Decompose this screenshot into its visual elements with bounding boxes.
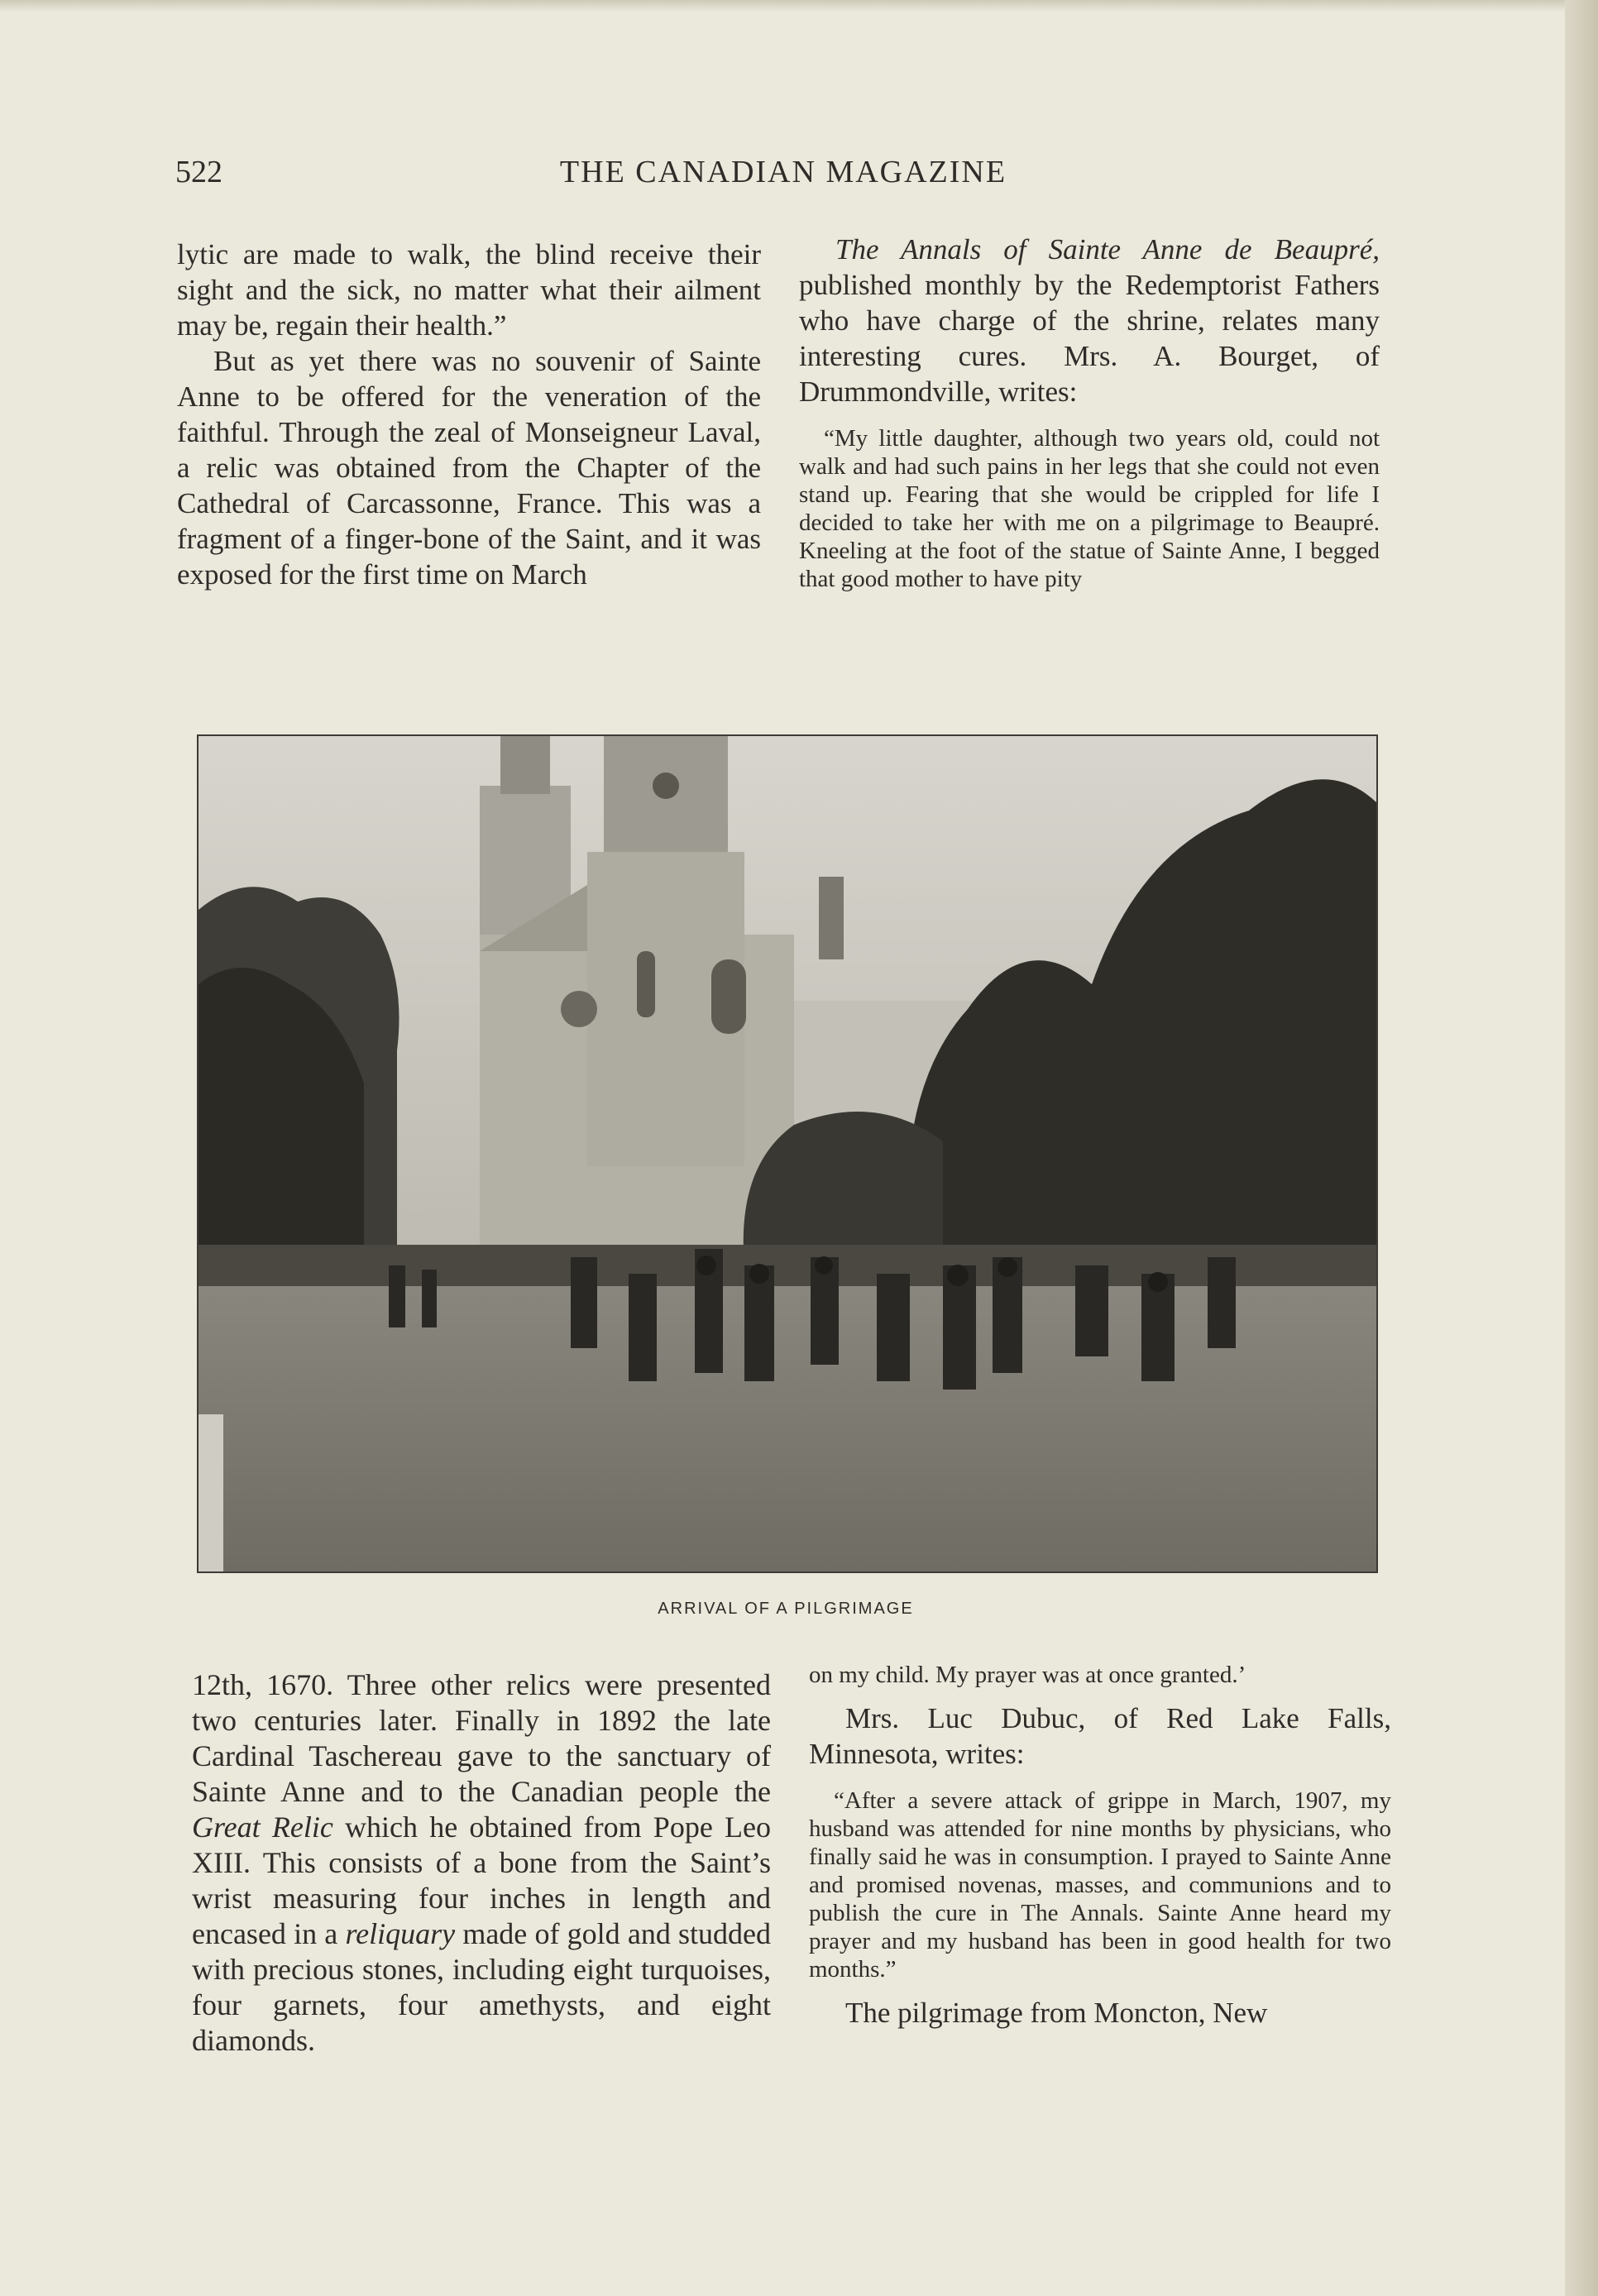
paragraph	[192, 1667, 771, 2059]
paragraph-text: published monthly by the Redemptorist Fathers who have charge of the shrine, relates many interesting cures. Mrs. A. Bourget, of Drummondville, writes:	[799, 269, 1380, 408]
page-header	[175, 154, 1391, 203]
paragraph	[799, 232, 1380, 409]
paragraph: But as yet there was no souvenir of Sainte Anne to be offered for the veneration of the faithful. Through the zeal of Monseigneur Laval, a relic was obtained from the Chapter of the Cathedral of Carcassonne, France. This was a fragment of a finger-bone of the Saint, and it was exposed for the first time on March	[177, 345, 761, 591]
italic-term: Great Relic	[192, 1810, 333, 1844]
column-top-left	[177, 237, 761, 592]
page-number: 522	[175, 155, 222, 189]
paragraph-text: 12th, 1670. Three other relics were presented two centuries later. Finally in 1892 the late Cardinal Taschereau gave to the sanctuary of Sainte Anne and to the Canadian people the	[192, 1668, 771, 1808]
block-quote: “After a severe attack of grippe in March, 1907, my husband was attended for nine months by physicians, who finally said he was in consumption. I prayed to Sainte Anne and promised novenas, masses, and communions and to publish the cure in The Annals. Sainte Anne heard my prayer and my husband has been in good health for two months.”	[809, 1787, 1391, 1983]
paragraph: Mrs. Luc Dubuc, of Red Lake Falls, Minnesota, writes:	[809, 1702, 1391, 1770]
column-bottom-right	[809, 1661, 1391, 2031]
block-quote-end: on my child. My prayer was at once granted.’	[809, 1662, 1246, 1688]
running-title: THE CANADIAN MAGAZINE	[559, 155, 1007, 189]
photo-caption: ARRIVAL OF A PILGRIMAGE	[658, 1600, 914, 1618]
paragraph: lytic are made to walk, the blind receive their sight and the sick, no matter what their ailment may be, regain their health.”	[177, 238, 761, 342]
italic-term: reliquary	[345, 1917, 456, 1950]
column-bottom-left	[192, 1667, 771, 2059]
photograph-church-pilgrimage	[197, 734, 1378, 1573]
block-quote: “My little daughter, although two years old, could not walk and had such pains in her legs that she could not even stand up. Fearing that she would be crippled for life I decided to take her with me on a pilgrimage to Beaupré. Kneeling at the foot of the statue of Sainte Anne, I begged that good mother to have pity	[799, 425, 1380, 592]
paragraph-text: which he obtained from Pope Leo XIII. This consists of a bone from the Saint’s wrist measuring four inches in length and encased in a	[192, 1810, 771, 1950]
column-top-right	[799, 232, 1380, 593]
page-binding-shadow	[1565, 0, 1598, 2296]
photo-illustration	[199, 736, 1376, 1571]
paragraph-text: made of gold and studded with precious stones, including eight turquoises, four garnets, four amethysts, and eight diamonds.	[192, 1917, 772, 2057]
italic-title: The Annals of Sainte Anne de Beaupré,	[835, 233, 1380, 265]
paragraph: The pilgrimage from Moncton, New	[845, 1997, 1268, 2029]
page-top-edge	[0, 0, 1598, 12]
